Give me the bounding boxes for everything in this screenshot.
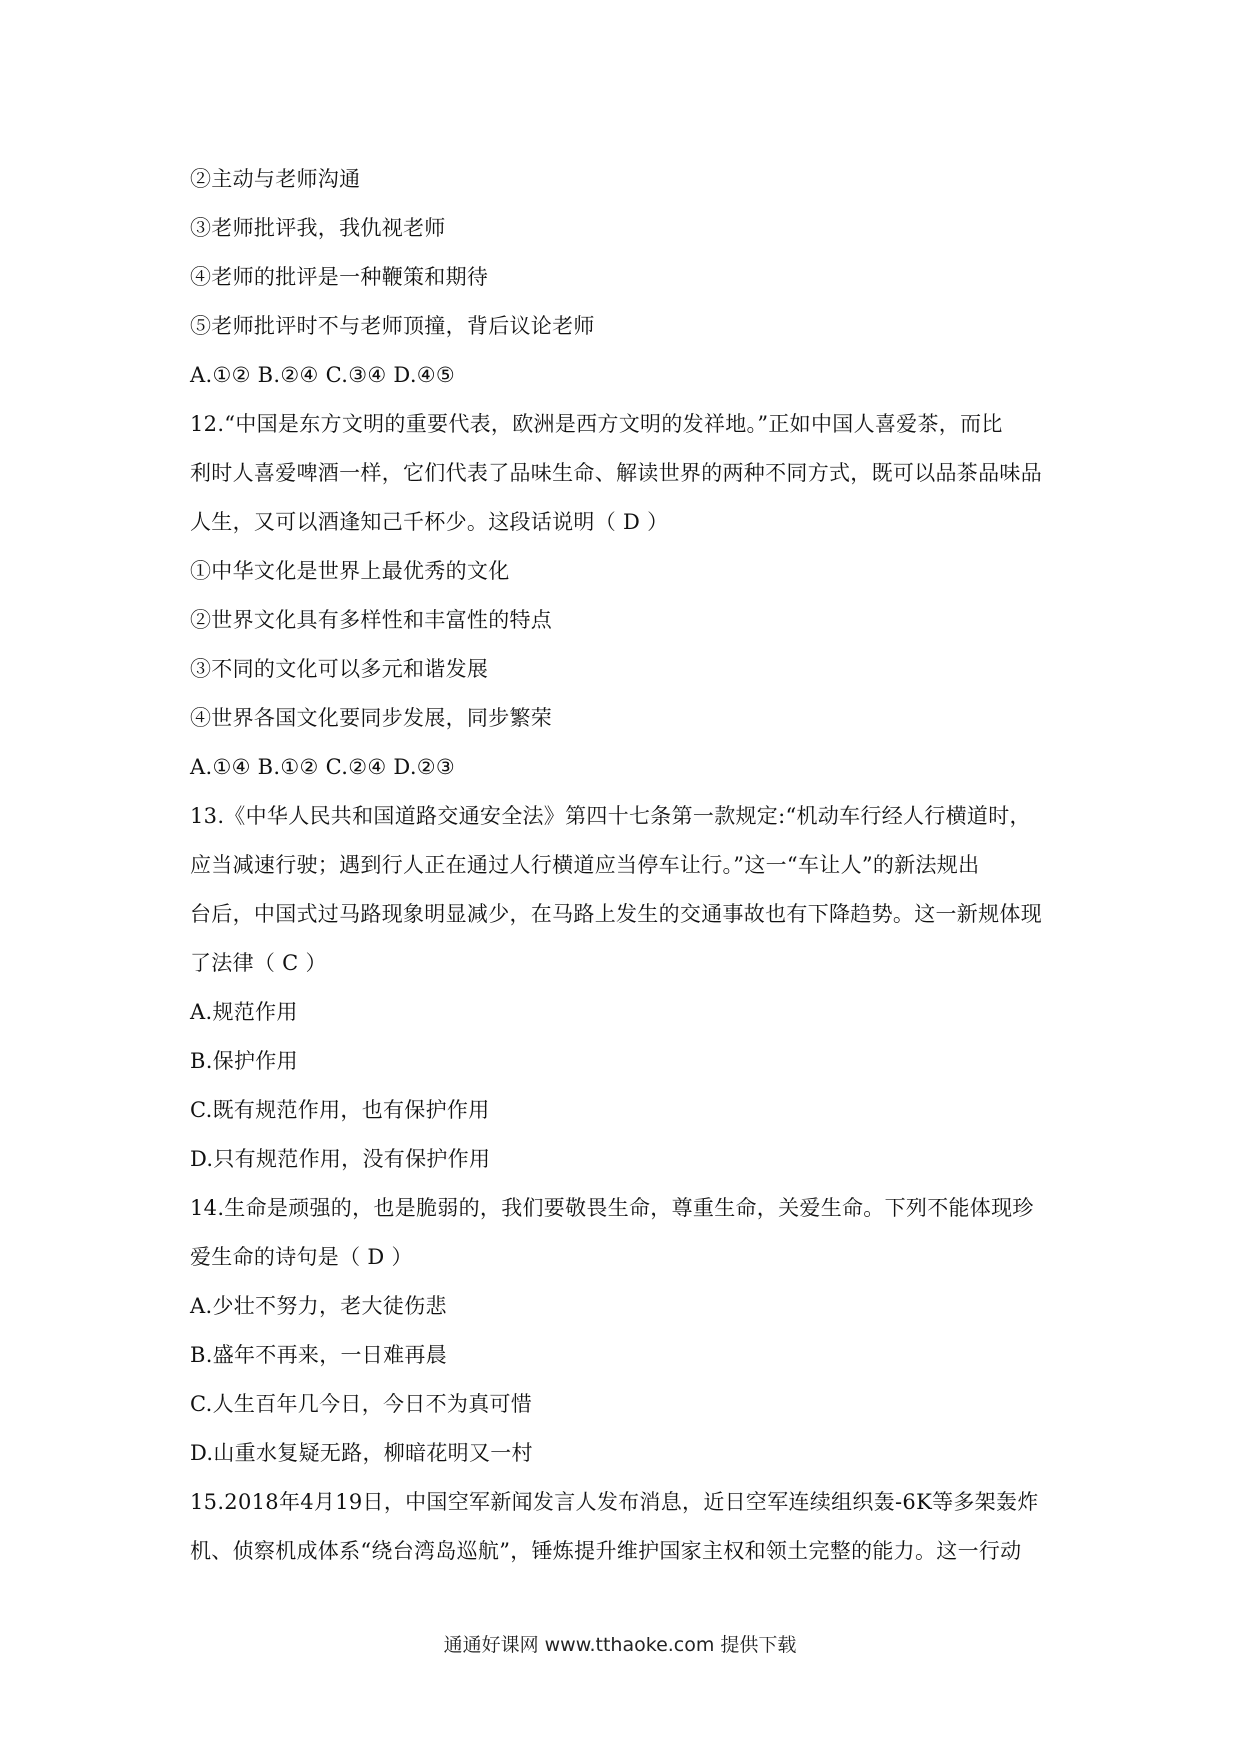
question-13-line: 台后，中国式过马路现象明显减少，在马路上发生的交通事故也有下降趋势。这一新规体现 (190, 902, 1042, 926)
text-line: ②世界文化具有多样性和丰富性的特点 (190, 608, 553, 632)
question-12-line: 人生，又可以酒逢知己千杯少。这段话说明（ D ） (190, 510, 669, 534)
question-13-line: 了法律（ C ） (190, 951, 327, 975)
text-line: ①中华文化是世界上最优秀的文化 (190, 559, 510, 583)
question-14-line: 14.生命是顽强的，也是脆弱的，我们要敬畏生命，尊重生命，关爱生命。下列不能体现珍 (190, 1196, 1034, 1220)
text-line: ③不同的文化可以多元和谐发展 (190, 657, 489, 681)
text-line: ②主动与老师沟通 (190, 167, 361, 191)
answer-option: D.只有规范作用，没有保护作用 (190, 1147, 491, 1171)
question-12-line: 利时人喜爱啤酒一样，它们代表了品味生命、解读世界的两种不同方式，既可以品茶品味品 (190, 461, 1042, 485)
answer-option: B.保护作用 (190, 1049, 298, 1073)
answer-choices: A.①④ B.①② C.②④ D.②③ (190, 755, 456, 779)
question-13-line: 13.《中华人民共和国道路交通安全法》第四十七条第一款规定:“机动车行经人行横道时， (190, 804, 1031, 828)
answer-option: C.既有规范作用，也有保护作用 (190, 1098, 490, 1122)
text-line: ⑤老师批评时不与老师顶撞，背后议论老师 (190, 314, 595, 338)
question-14-line: 爱生命的诗句是（ D ） (190, 1245, 413, 1269)
text-line: ③老师批评我，我仇视老师 (190, 216, 446, 240)
question-15-line: 机、侦察机成体系“绕台湾岛巡航”，锤炼提升维护国家主权和领土完整的能力。这一行动 (190, 1539, 1022, 1563)
answer-option: A.规范作用 (190, 1000, 298, 1024)
question-12-line: 12.“中国是东方文明的重要代表，欧洲是西方文明的发祥地。”正如中国人喜爱茶，而比 (190, 412, 1003, 436)
answer-option: D.山重水复疑无路，柳暗花明又一村 (190, 1441, 533, 1465)
question-15-line: 15.2018年4月19日，中国空军新闻发言人发布消息，近日空军连续组织轰-6K等多架轰炸 (190, 1490, 1039, 1514)
text-line: ④老师的批评是一种鞭策和期待 (190, 265, 489, 289)
answer-choices: A.①② B.②④ C.③④ D.④⑤ (190, 363, 456, 387)
answer-option: B.盛年不再来，一日难再晨 (190, 1343, 448, 1367)
text-line: ④世界各国文化要同步发展，同步繁荣 (190, 706, 553, 730)
document-body (190, 155, 1070, 1576)
answer-option: A.少壮不努力，老大徒伤悲 (190, 1294, 447, 1318)
question-13-line: 应当减速行驶；遇到行人正在通过人行横道应当停车让行。”这一“车让人”的新法规出 (190, 853, 980, 877)
page-footer: 通通好课网 www.tthaoke.com 提供下载 (443, 1634, 797, 1656)
answer-option: C.人生百年几今日，今日不为真可惜 (190, 1392, 533, 1416)
